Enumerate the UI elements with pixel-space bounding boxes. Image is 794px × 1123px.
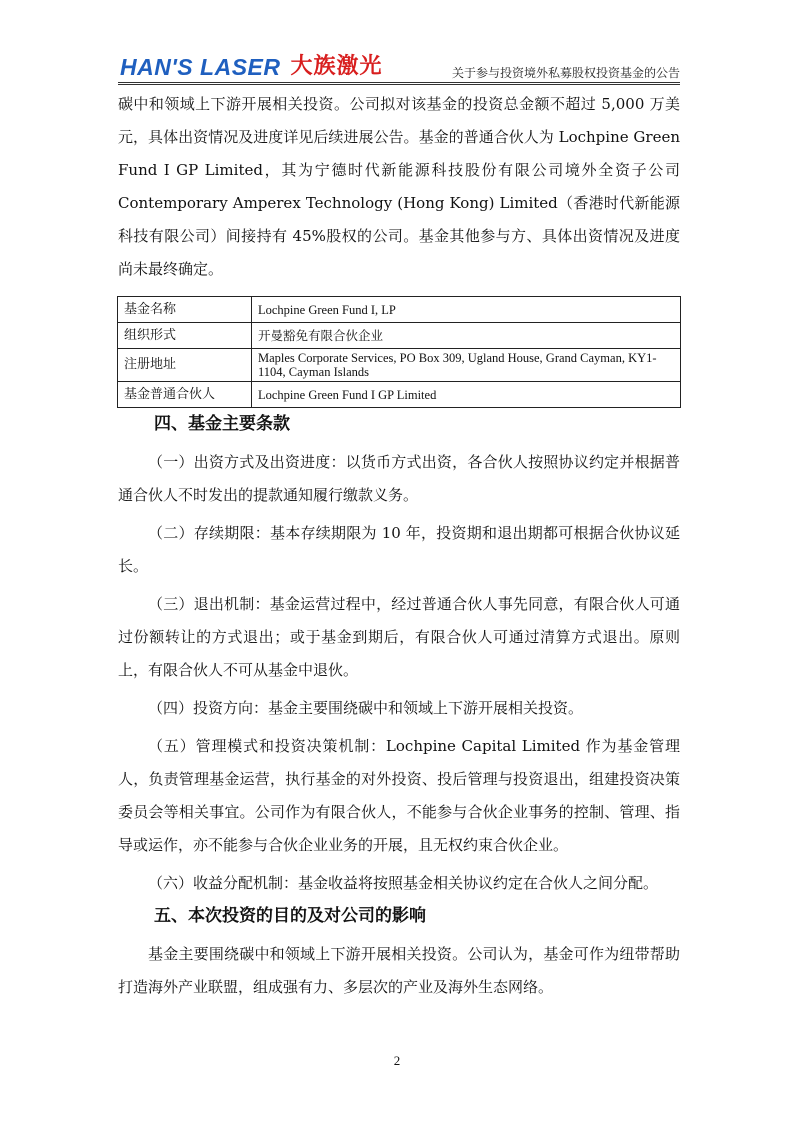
intro-paragraph: 碳中和领域上下游开展相关投资。公司拟对该基金的投资总金额不超过 5,000 万美元，具体出资情况及进度详见后续进展公告。基金的普通合伙人为 Lochpine Green Fund I GP Limited，其为宁德时代新能源科技股份有限公司境外全资子公司 Contemporary Amperex Technology (Hong Kong) Limited（香港时代新能源科技有限公司）间接持有 45%股权的公司。基金其他参与方、具体出资情况及进度尚未最终确定。 — [118, 95, 680, 278]
term-item: （二）存续期限：基本存续期限为 10 年，投资期和退出期都可根据合伙协议延长。 — [118, 524, 680, 575]
purpose-paragraph: 基金主要围绕碳中和领域上下游开展相关投资。公司认为，基金可作为纽带帮助打造海外产业联盟，组成强有力、多层次的产业及海外生态网络。 — [118, 945, 680, 996]
table-key: 注册地址 — [118, 349, 252, 382]
table-row — [118, 323, 681, 349]
table-row — [118, 349, 681, 382]
table-row — [118, 382, 681, 408]
table-value: 开曼豁免有限合伙企业 — [252, 323, 681, 349]
term-item: （四）投资方向：基金主要围绕碳中和领域上下游开展相关投资。 — [148, 699, 584, 717]
fund-info-table — [117, 296, 681, 408]
section-heading-purpose: 五、本次投资的目的及对公司的影响 — [154, 906, 426, 926]
logo-english-text: HAN'S LASER — [120, 54, 281, 80]
table-value: Lochpine Green Fund I GP Limited — [252, 382, 681, 408]
term-item: （一）出资方式及出资进度：以货币方式出资，各合伙人按照协议约定并根据普通合伙人不时发出的提款通知履行缴款义务。 — [118, 453, 680, 504]
header-divider — [118, 82, 680, 83]
term-item: （六）收益分配机制：基金收益将按照基金相关协议约定在合伙人之间分配。 — [148, 874, 659, 892]
page-body — [118, 88, 680, 1004]
table-key: 组织形式 — [118, 323, 252, 349]
page-number: 2 — [393, 1053, 401, 1068]
table-value: Lochpine Green Fund I, LP — [252, 297, 681, 323]
table-value: Maples Corporate Services, PO Box 309, Ugland House, Grand Cayman, KY1-1104, Cayman Islands — [252, 349, 681, 382]
header-divider-secondary — [118, 84, 680, 85]
document-title: 关于参与投资境外私募股权投资基金的公告 — [451, 66, 680, 80]
table-key: 基金普通合伙人 — [118, 382, 252, 408]
term-item: （五）管理模式和投资决策机制：Lochpine Capital Limited 作为基金管理人，负责管理基金运营，执行基金的对外投资、投后管理与投资退出，组建投资决策委员会等相关事宜。公司作为有限合伙人，不能参与合伙企业事务的控制、管理、指导或运作，亦不能参与合伙企业业务的开展，且无权约束合伙企业。 — [118, 737, 680, 854]
hans-laser-logo — [120, 54, 383, 80]
page-header — [118, 52, 680, 84]
logo-chinese-text: 大族激光 — [290, 54, 383, 79]
table-key: 基金名称 — [118, 297, 252, 323]
table-row — [118, 297, 681, 323]
term-item: （三）退出机制：基金运营过程中，经过普通合伙人事先同意，有限合伙人可通过份额转让的方式退出；或于基金到期后，有限合伙人可通过清算方式退出。原则上，有限合伙人不可从基金中退伙。 — [118, 595, 680, 679]
section-heading-terms: 四、基金主要条款 — [154, 414, 290, 434]
